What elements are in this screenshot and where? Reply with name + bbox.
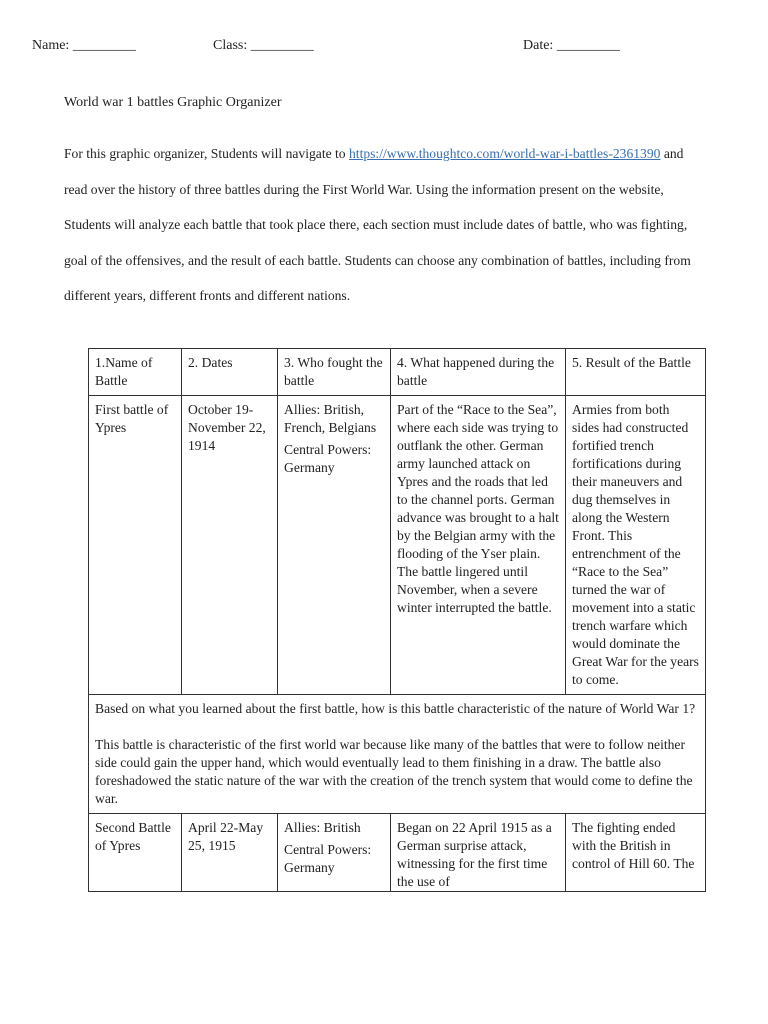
- document-title: World war 1 battles Graphic Organizer: [64, 95, 282, 110]
- student-info-header: [0, 38, 768, 60]
- intro-text-after-link: and read over the history of three battles during the First World War. Using the information present on the website, Students will analyze each battle that took place there, each section must include dates of battle, who was fighting, goal of the offensives, and the result of each battle. Students can choose any combination of battles, including from different years, different fronts and different nations.: [64, 146, 691, 303]
- intro-paragraph: [64, 136, 704, 314]
- central-powers-text: Central Powers: Germany: [284, 842, 372, 875]
- allies-text: Allies: British: [284, 820, 361, 835]
- result-cell: The fighting ended with the British in control of Hill 60. The: [566, 814, 706, 892]
- what-happened-cell: Began on 22 April 1915 as a German surprise attack, witnessing for the first time the use of: [391, 814, 566, 892]
- class-field-label: Class: _________: [213, 38, 314, 53]
- battle-organizer-table: [88, 348, 706, 892]
- table-row: [89, 814, 706, 892]
- intro-text-before-link: For this graphic organizer, Students will navigate to: [64, 146, 349, 161]
- central-powers-text: Central Powers: Germany: [284, 442, 372, 475]
- battle-name-cell: Second Battle of Ypres: [89, 814, 182, 892]
- result-cell: Armies from both sides had constructed fortified trench fortifications during their maneuvers and dug themselves in along the Western Front. This entrenchment of the “Race to the Sea” turned the war of movement into a static trench warfare which would dominate the Great War for the years to come.: [566, 396, 706, 695]
- combatants-cell: [278, 814, 391, 892]
- combatants-cell: [278, 396, 391, 695]
- what-happened-cell: Part of the “Race to the Sea”, where each side was trying to outflank the other. German army launched attack on Ypres and the roads that led to the channel ports. German advance was brought to a halt by the Belgian army with the flooding of the Yser plain. The battle lingered until November, when a severe winter interrupted the battle.: [391, 396, 566, 695]
- header-name-of-battle: 1.Name of Battle: [89, 349, 182, 396]
- allies-text: Allies: British, French, Belgians: [284, 402, 377, 435]
- reflection-row: [89, 695, 706, 814]
- header-what-happened: 4. What happened during the battle: [391, 349, 566, 396]
- reflection-answer: This battle is characteristic of the first world war because like many of the battles that were to follow neither side could gain the upper hand, which would eventually lead to them finishing in a draw. The battle also foreshadowed the static nature of the war with the creation of the trench system that would come to define the war.: [95, 737, 693, 806]
- battle-dates-cell: April 22-May 25, 1915: [182, 814, 278, 892]
- name-field-label: Name: _________: [32, 38, 136, 53]
- battle-name-cell: First battle of Ypres: [89, 396, 182, 695]
- date-field-label: Date: _________: [523, 38, 620, 53]
- table-row: [89, 396, 706, 695]
- reflection-question: Based on what you learned about the first battle, how is this battle characteristic of the nature of World War 1?: [95, 701, 696, 716]
- thoughtco-link[interactable]: https://www.thoughtco.com/world-war-i-battles-2361390: [349, 146, 661, 161]
- header-who-fought: 3. Who fought the battle: [278, 349, 391, 396]
- header-result: 5. Result of the Battle: [566, 349, 706, 396]
- table-header-row: [89, 349, 706, 396]
- battle-dates-cell: October 19-November 22, 1914: [182, 396, 278, 695]
- header-dates: 2. Dates: [182, 349, 278, 396]
- reflection-cell: [89, 695, 706, 814]
